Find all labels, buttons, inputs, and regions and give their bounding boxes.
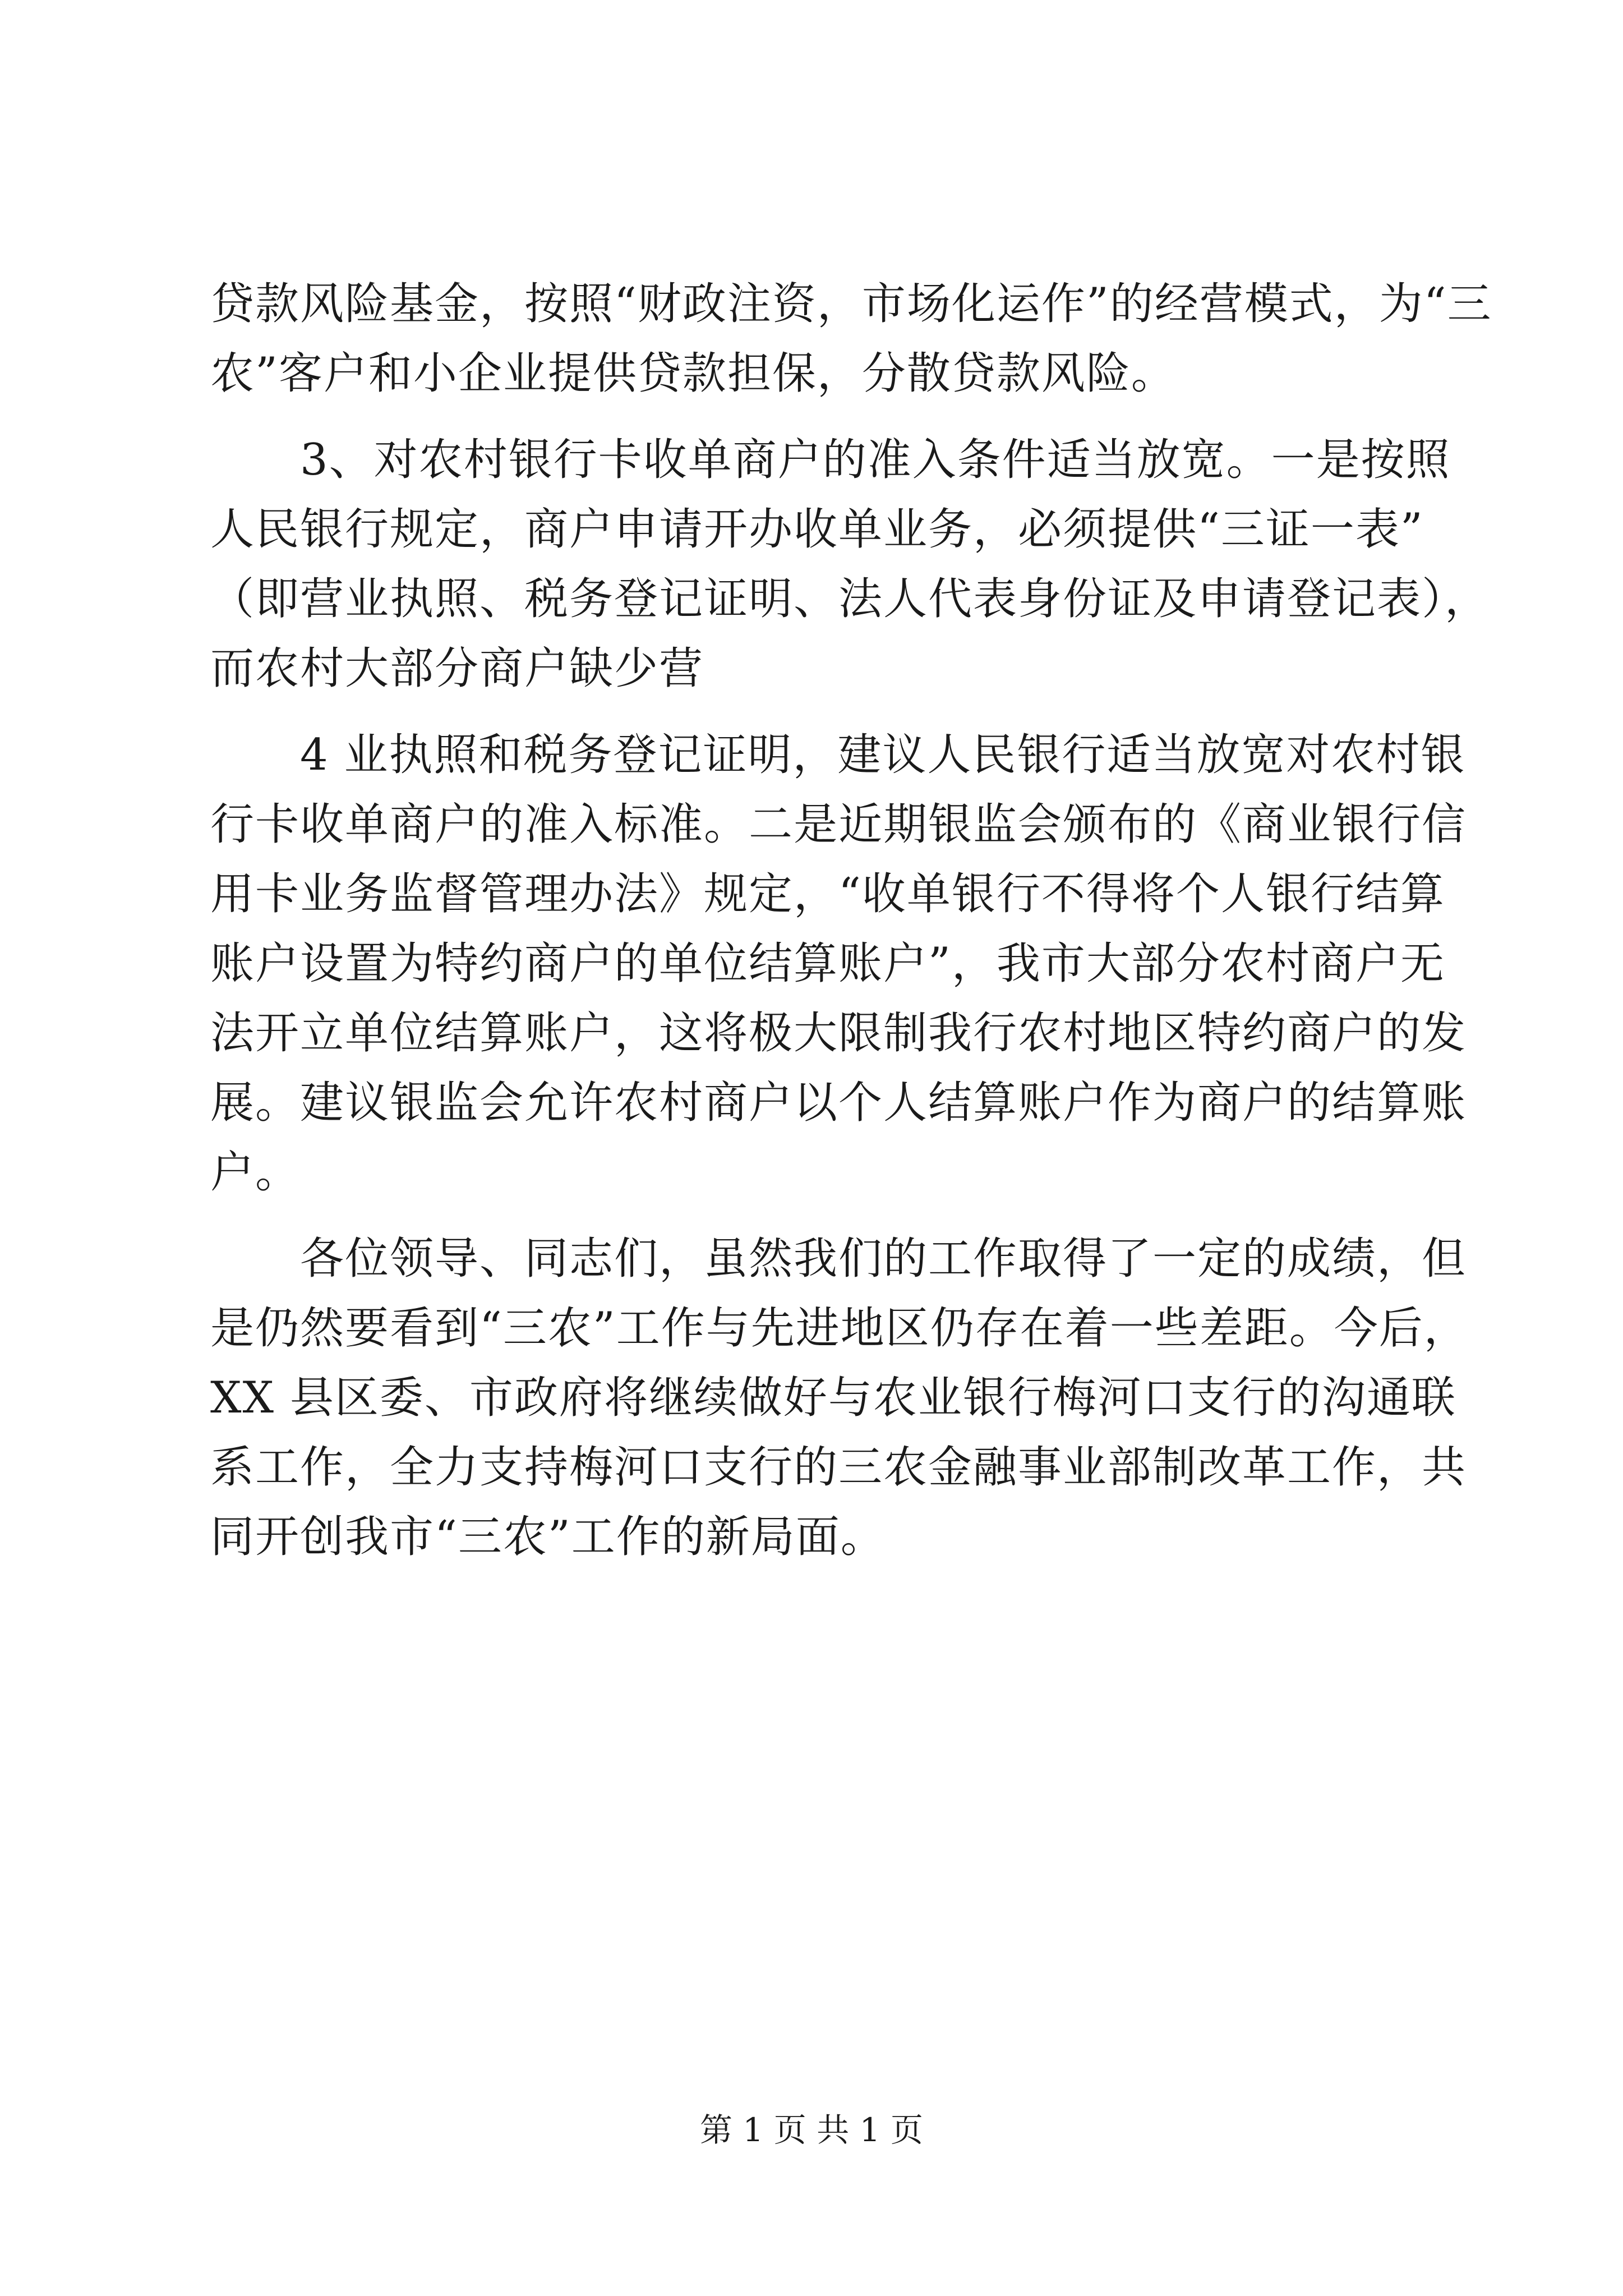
text-line: 农”客户和小企业提供贷款担保，分散贷款风险。 <box>210 348 1176 399</box>
text-line: 账户设置为特约商户的单位结算账户”，我市大部分农村商户无 <box>210 938 1445 989</box>
text-line: 而农村大部分商户缺少营 <box>210 643 704 694</box>
page-footer: 第 1 页 共 1 页 <box>700 2111 923 2149</box>
text-line: 各位领导、同志们，虽然我们的工作取得了一定的成绩，但 <box>300 1234 1467 1284</box>
text-line: 是仍然要看到“三农”工作与先进地区仍存在着一些差距。今后， <box>210 1303 1469 1354</box>
text-line: 展。建议银监会允许农村商户以个人结算账户作为商户的结算账 <box>210 1078 1467 1128</box>
paragraph-2 <box>210 425 1490 703</box>
text-line: XX 县区委、市政府将继续做好与农业银行梅河口支行的沟通联 <box>210 1373 1456 1423</box>
paragraph-1 <box>210 269 1492 408</box>
text-line: 行卡收单商户的准入标准。二是近期银监会颁布的《商业银行信 <box>210 799 1467 850</box>
text-line: 用卡业务监督管理办法》规定，“收单银行不得将个人银行结算 <box>210 869 1445 919</box>
text-line: 法开立单位结算账户，这将极大限制我行农村地区特约商户的发 <box>210 1008 1467 1059</box>
text-line: 同开创我市“三农”工作的新局面。 <box>210 1512 886 1562</box>
text-line: 贷款风险基金，按照“财政注资，市场化运作”的经营模式，为“三 <box>210 279 1492 329</box>
text-line: 4 业执照和税务登记证明，建议人民银行适当放宽对农村银 <box>300 730 1466 780</box>
text-line: 人民银行规定，商户申请开办收单业务，必须提供“三证一表” <box>210 504 1424 555</box>
text-line: 3、对农村银行卡收单商户的准入条件适当放宽。一是按照 <box>300 435 1451 485</box>
text-line: 系工作，全力支持梅河口支行的三农金融事业部制改革工作，共 <box>210 1442 1467 1493</box>
text-line: 户。 <box>210 1147 301 1198</box>
text-line: （即营业执照、税务登记证明、法人代表身份证及申请登记表）， <box>210 574 1490 624</box>
body-text <box>210 269 1492 1572</box>
paragraph-3 <box>210 720 1467 1207</box>
paragraph-4 <box>210 1224 1469 1572</box>
